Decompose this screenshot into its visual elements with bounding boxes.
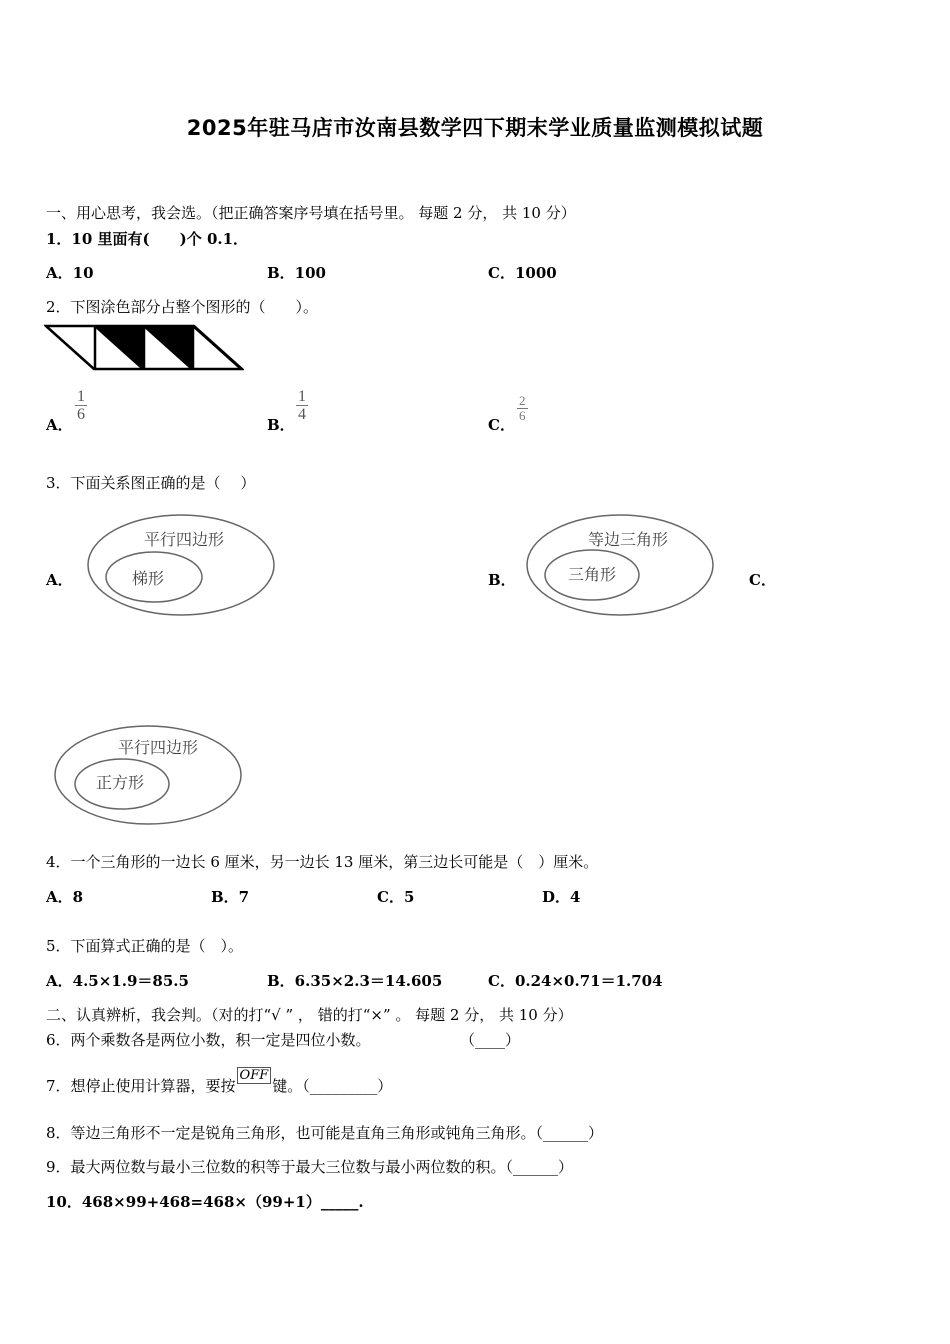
outer-label: 平行四边形 xyxy=(117,738,199,757)
shaded-parallelogram-figure xyxy=(44,323,244,373)
off-key-icon: OFF xyxy=(237,1067,272,1084)
question-3-option-c-label[interactable]: C． xyxy=(749,571,776,589)
question-5-option-c[interactable]: C．0.24×0.71＝1.704 xyxy=(488,972,663,990)
question-4-option-d[interactable]: D．4 xyxy=(542,888,581,906)
question-2-stem: 2．下图涂色部分占整个图形的（ ）。 xyxy=(46,298,319,316)
question-2-option-b-fraction xyxy=(296,388,308,423)
venn-diagram-b xyxy=(522,510,718,620)
venn-diagram-c xyxy=(50,722,246,828)
question-4-option-a[interactable]: A．8 xyxy=(46,888,84,906)
fraction-denominator: 4 xyxy=(298,406,306,423)
question-7-before: 7．想停止使用计算器，要按 xyxy=(46,1077,236,1095)
inner-label: 三角形 xyxy=(567,565,617,584)
question-9-text[interactable]: 9．最大两位数与最小三位数的积等于最大三位数与最小两位数的积。（______） xyxy=(46,1158,574,1176)
outer-label: 平行四边形 xyxy=(143,530,225,549)
question-2-option-c-fraction xyxy=(517,394,528,423)
question-10-text[interactable]: 10．468×99+468=468×（99+1）_____. xyxy=(46,1193,364,1211)
question-2-option-a-fraction xyxy=(75,388,87,423)
outer-label: 等边三角形 xyxy=(587,530,669,549)
fraction-denominator: 6 xyxy=(77,406,85,423)
inner-label: 梯形 xyxy=(131,569,165,588)
question-3-option-a-label[interactable]: A． xyxy=(46,571,73,589)
question-5-option-b[interactable]: B．6.35×2.3＝14.605 xyxy=(267,972,443,990)
question-6-text: 6．两个乘数各是两位小数，积一定是四位小数。 xyxy=(46,1031,371,1049)
question-1-option-b[interactable]: B．100 xyxy=(267,264,326,282)
fraction-numerator: 1 xyxy=(298,388,306,405)
question-8-text[interactable]: 8．等边三角形不一定是锐角三角形，也可能是直角三角形或钝角三角形。（______） xyxy=(46,1124,604,1142)
question-3-option-b-label[interactable]: B． xyxy=(488,571,516,589)
question-4-option-c[interactable]: C．5 xyxy=(377,888,415,906)
question-3-stem: 3．下面关系图正确的是（ ） xyxy=(46,474,256,492)
fraction-numerator: 2 xyxy=(519,393,526,408)
question-1-option-c[interactable]: C．1000 xyxy=(488,264,557,282)
question-7-text xyxy=(46,1068,393,1096)
question-5-stem: 5．下面算式正确的是（ ）。 xyxy=(46,937,244,955)
section-1-heading: 一、用心思考，我会选。（把正确答案序号填在括号里。 每题 2 分， 共 10 分） xyxy=(46,204,576,222)
inner-label: 正方形 xyxy=(95,773,145,792)
question-4-option-b[interactable]: B．7 xyxy=(211,888,250,906)
question-1-stem: 1．10 里面有( )个 0.1． xyxy=(46,230,249,248)
question-5-option-a[interactable]: A．4.5×1.9＝85.5 xyxy=(46,972,189,990)
question-2-option-b-label[interactable]: B． xyxy=(267,416,295,434)
venn-diagram-a xyxy=(84,510,278,620)
fraction-denominator: 6 xyxy=(519,408,526,423)
question-2-option-a-label[interactable]: A． xyxy=(46,416,73,434)
question-2-option-c-label[interactable]: C． xyxy=(488,416,515,434)
fraction-numerator: 1 xyxy=(77,388,85,405)
question-7-after[interactable]: 键。（_________） xyxy=(272,1077,393,1095)
page-title: 2025年驻马店市汝南县数学四下期末学业质量监测模拟试题 xyxy=(186,116,764,140)
question-6-answer-blank[interactable]: （____） xyxy=(460,1031,521,1049)
question-4-stem: 4．一个三角形的一边长 6 厘米，另一边长 13 厘米，第三边长可能是（ ）厘米。 xyxy=(46,853,599,871)
question-1-option-a[interactable]: A．10 xyxy=(46,264,94,282)
section-2-heading: 二、认真辨析，我会判。（对的打“√ ” ， 错的打“×” 。 每题 2 分， 共 10 分） xyxy=(46,1006,573,1024)
